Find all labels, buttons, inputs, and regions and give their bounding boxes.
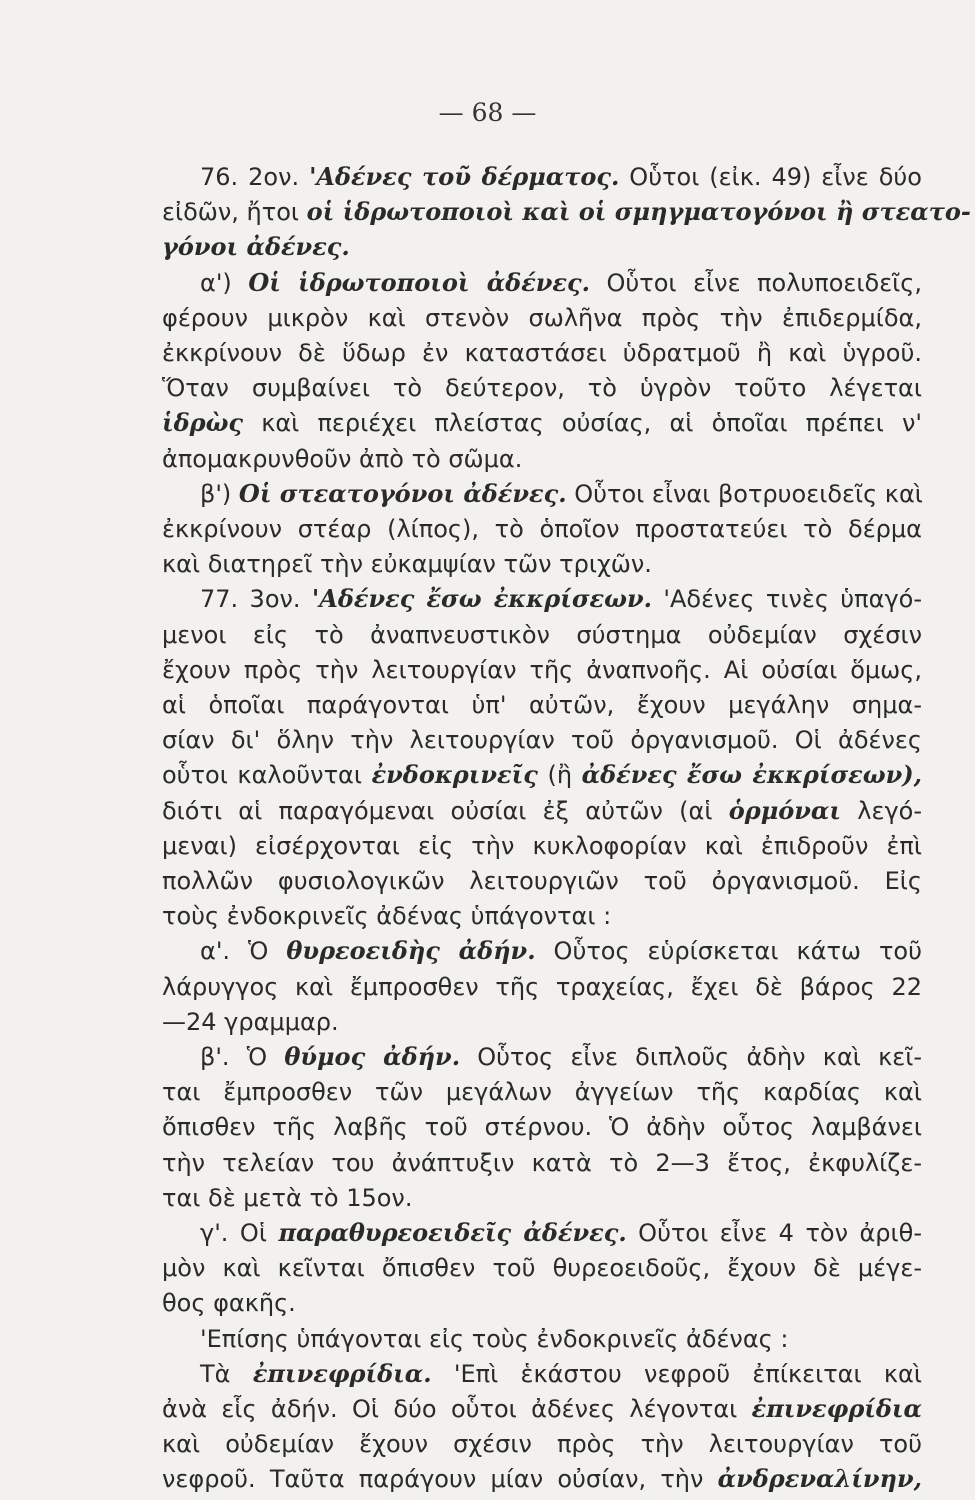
text-line: μὸν καὶ κεῖνται ὄπισθεν τοῦ θυρεοειδοῦς, ἔχουν δὲ μέγε-: [162, 1254, 922, 1283]
text-line: ἀπομακρυνθοῦν ἀπὸ τὸ σῶμα.: [162, 444, 523, 473]
text-line: πολλῶν φυσιολογικῶν λειτουργιῶν τοῦ ὀργανισμοῦ. Εἰς: [162, 867, 922, 895]
gland-name: ἐπινεφρίδια.: [252, 1358, 432, 1388]
page-number: — 68 —: [438, 98, 537, 127]
text-line: ἔχουν πρὸς τὴν λειτουργίαν τῆς ἀναπνοῆς. Αἱ οὐσίαι ὅμως,: [162, 655, 922, 684]
text-line: Τὰ ἐπινεφρίδια. 'Επὶ ἑκάστου νεφροῦ ἐπίκειται καὶ: [200, 1358, 922, 1388]
text-line: ται ἔμπροσθεν τῶν μεγάλων ἀγγείων τῆς καρδίας καὶ: [162, 1078, 922, 1107]
text-line: ται δὲ μετὰ τὸ 15ον.: [162, 1183, 413, 1212]
text-line: θος φακῆς.: [162, 1289, 296, 1318]
text-line: μενοι εἰς τὸ ἀναπνευστικὸν σύστημα οὐδεμίαν σχέσιν: [162, 620, 922, 649]
text-line: ὄπισθεν τῆς λαβῆς τοῦ στέρνου. Ὁ ἀδὴν οὗτος λαμβάνει: [162, 1113, 922, 1142]
text-line: μεναι) εἰσέρχονται εἰς τὴν κυκλοφορίαν καὶ ἐπιδροῦν ἐπὶ: [162, 831, 922, 860]
text-line: 76. 2ον. 'Αδένες τοῦ δέρματος. Οὗτοι (εἰκ. 49) εἶνε δύο: [200, 162, 922, 191]
emphasis-term: ἐπινεφρίδια: [751, 1394, 922, 1423]
text-line: οὗτοι καλοῦνται ἐνδοκρινεῖς (ἢ ἀδένες ἔσω ἐκκρίσεων),: [162, 760, 922, 790]
text-line: α'. Ὁ θυρεοειδὴς ἀδήν. Οὗτος εὑρίσκεται κάτω τοῦ: [200, 936, 923, 966]
text-line: αἱ ὁποῖαι παράγονται ὑπ' αὐτῶν, ἔχουν μεγάλην σημα-: [162, 691, 922, 719]
emphasis-term: ἱδρὼς: [162, 408, 244, 438]
gland-name: παραθυρεοειδεῖς ἀδένες.: [278, 1218, 627, 1247]
text-line: καὶ οὐδεμίαν ἔχουν σχέσιν πρὸς τὴν λειτουργίαν τοῦ: [162, 1430, 922, 1459]
text-line: εἰδῶν, ἤτοι οἱ ἱδρωτοποιοὶ καὶ οἱ σμηγματογόνοι ἢ στεατο-: [162, 197, 971, 227]
text-line: ἐκκρίνουν δὲ ὕδωρ ἐν καταστάσει ὑδρατμοῦ ἢ καὶ ὑγροῦ.: [162, 339, 922, 367]
text-line: τὴν τελείαν του ἀνάπτυξιν κατὰ τὸ 2—3 ἔτος, ἐκφυλίζε-: [162, 1148, 922, 1177]
emphasis-term: ἀνδρεναλίνην,: [717, 1464, 922, 1494]
text-line: τοὺς ἐνδοκρινεῖς ἀδένας ὑπάγονται :: [162, 902, 612, 931]
emphasis-term: ἐνδοκρινεῖς: [371, 760, 538, 790]
text-line: α') Οἱ ἱδρωτοποιοὶ ἀδένες. Οὗτοι εἶνε πολυποειδεῖς,: [200, 267, 922, 297]
text-line: διότι αἱ παραγόμεναι οὐσίαι ἐξ αὐτῶν (αἱ ὁρμόναι λεγό-: [162, 795, 922, 825]
subsection-heading: Οἱ στεατογόνοι ἀδένες.: [238, 478, 567, 508]
text-line: ἐκκρίνουν στέαρ (λίπος), τὸ ὁποῖον προστατεύει τὸ δέρμα: [162, 515, 922, 543]
text-line: [162, 230, 922, 264]
text-line: ἀνὰ εἷς ἀδήν. Οἱ δύο οὗτοι ἀδένες λέγονται ἐπινεφρίδια: [162, 1394, 922, 1423]
text-line: Ὅταν συμβαίνει τὸ δεύτερον, τὸ ὑγρὸν τοῦτο λέγεται: [162, 374, 922, 403]
text-line: καὶ διατηρεῖ τὴν εὐκαμψίαν τῶν τριχῶν.: [162, 550, 652, 579]
section-heading: 'Αδένες ἔσω ἐκκρίσεων.: [311, 584, 652, 614]
text-line: φέρουν μικρὸν καὶ στενὸν σωλῆνα πρὸς τὴν ἐπιδερμίδα,: [162, 303, 922, 332]
text-line: 'Επίσης ὑπάγονται εἰς τοὺς ἐνδοκρινεῖς ἀδένας :: [200, 1324, 789, 1353]
gland-name: θύμος ἀδήν.: [284, 1042, 461, 1071]
section-heading: 'Αδένες τοῦ δέρματος.: [309, 162, 620, 191]
text-line: β'. Ὁ θύμος ἀδήν. Οὗτος εἶνε διπλοῦς ἀδὴν καὶ κεῖ-: [200, 1042, 922, 1071]
text-line: λάρυγγος καὶ ἔμπροσθεν τῆς τραχείας, ἔχει δὲ βάρος 22: [162, 972, 922, 1001]
text-line: γ'. Οἱ παραθυρεοειδεῖς ἀδένες. Οὗτοι εἶνε 4 τὸν ἀριθ-: [200, 1218, 923, 1247]
text-line: σίαν δι' ὅλην τὴν λειτουργίαν τοῦ ὀργανισμοῦ. Οἱ ἀδένες: [162, 726, 922, 755]
emphasis-term: ὁρμόναι: [728, 795, 842, 825]
emphasis-term: οἱ ἱδρωτοποιοὶ καὶ οἱ σμηγματογόνοι ἢ στεατο-: [306, 197, 971, 227]
text-line: ἱδρὼς καὶ περιέχει πλείστας οὐσίας, αἱ ὁποῖαι πρέπει ν': [162, 408, 922, 438]
emphasis-term: ἀδένες ἔσω ἐκκρίσεων),: [581, 760, 922, 790]
text-line: —24 γραμμαρ.: [162, 1007, 339, 1036]
subsection-heading: Οἱ ἱδρωτοποιοὶ ἀδένες.: [248, 267, 590, 297]
text-line: 77. 3ον. 'Αδένες ἔσω ἐκκρίσεων. 'Αδένες τινὲς ὑπαγό-: [200, 584, 922, 614]
gland-name: θυρεοειδὴς ἀδήν.: [286, 936, 536, 966]
emphasis-term: γόνοι ἀδένες.: [162, 232, 350, 262]
text-line: νεφροῦ. Ταῦτα παράγουν μίαν οὐσίαν, τὴν ἀνδρεναλίνην,: [162, 1464, 922, 1494]
text-line: β') Οἱ στεατογόνοι ἀδένες. Οὗτοι εἶναι βοτρυοειδεῖς καὶ: [200, 478, 923, 508]
